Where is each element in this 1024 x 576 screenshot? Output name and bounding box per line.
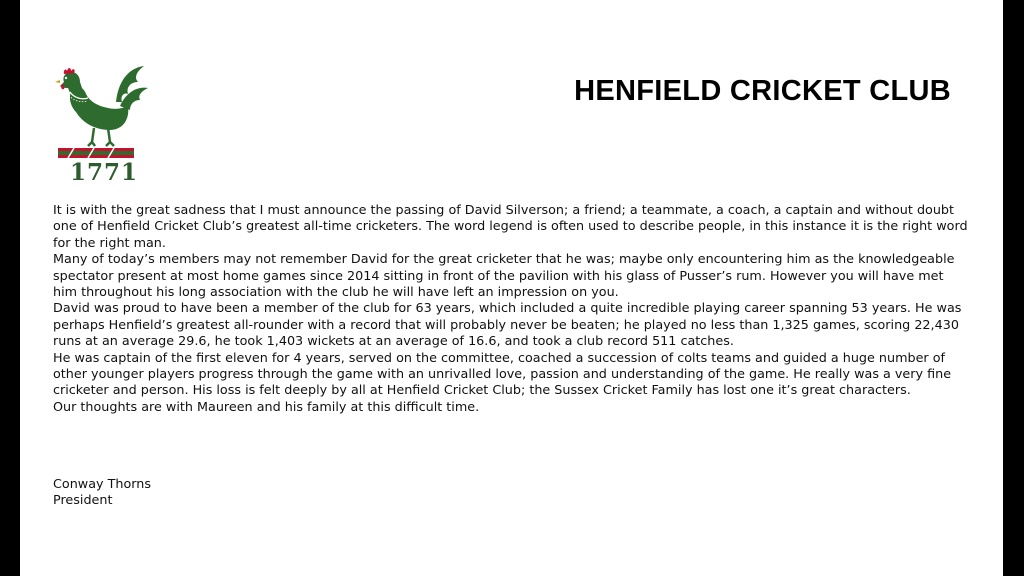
signature-block [53,477,151,510]
page-title: HENFIELD CRICKET CLUB [574,75,951,107]
paragraph: David was proud to have been a member of the club for 63 years, which included a quite incredible playing career spanning 53 years. He was perhaps Henfield’s greatest all-rounder with a record that will probably never be beaten; he played no less than 1,325 games, scoring 22,430 runs at an average 29.6, he took 1,403 wickets at an average of 16.6, and took a club record 511 catches. [53,301,962,350]
paragraph: He was captain of the first eleven for 4 years, served on the committee, coached a succession of colts teams and guided a huge number of other younger players progress through the game with an unrivalled love, passion and understanding of the game. He really was a very fine cricketer and person. His loss is felt deeply by all at Henfield Cricket Club; the Sussex Cricket Family has lost one it’s great characters. [53,350,952,399]
signature-name: Conway Thorns [53,477,152,492]
cockerel-icon [54,62,154,160]
letter-body [53,203,968,416]
club-logo [54,62,154,192]
paragraph: Our thoughts are with Maureen and his family at this difficult time. [53,399,480,415]
paragraph: Many of today’s members may not remember David for the great cricketer that he was; maybe only encountering him as the knowledgeable spectator present at most home games since 2014 sitting in front of the pavilion with his glass of Pusser’s rum. However you will have met him throughout his long association with the club he will have left an impression on you. [53,252,955,301]
letter-page [20,0,1003,576]
signature-role: President [53,493,113,509]
paragraph: It is with the great sadness that I must announce the passing of David Silverson; a friend; a teammate, a coach, a captain and without doubt one of Henfield Cricket Club’s greatest all-time cricketers. The word legend is often used to describe people, in this instance it is the right word for the right man. [53,203,968,251]
logo-year: 1771 [69,159,138,186]
